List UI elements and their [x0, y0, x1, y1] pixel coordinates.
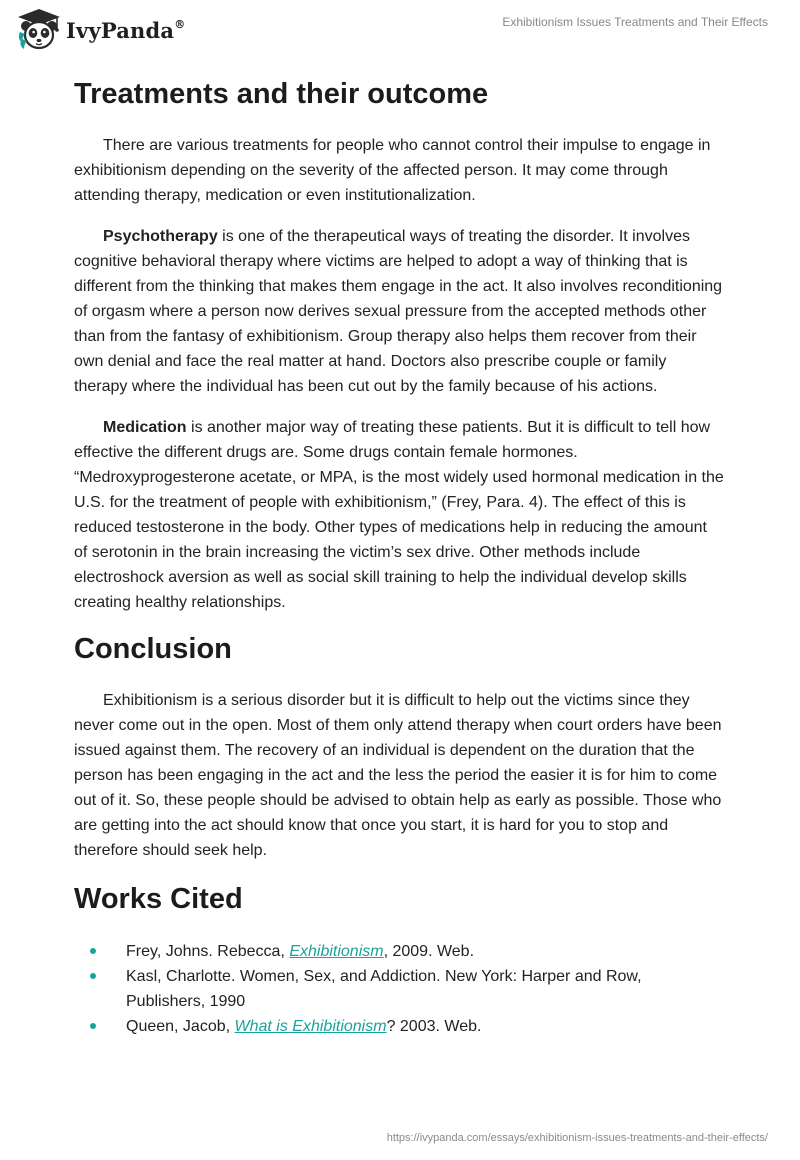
- list-item: Kasl, Charlotte. Women, Sex, and Addiction. New York: Harper and Row, Publishers, 1990: [74, 964, 724, 1014]
- bullet-icon: [90, 1023, 96, 1029]
- footer-url: https://ivypanda.com/essays/exhibitionism-issues-treatments-and-their-effects/: [386, 1132, 768, 1144]
- panda-graduate-icon: [16, 8, 62, 52]
- bullet-icon: [90, 973, 96, 979]
- list-item: Frey, Johns. Rebecca, Exhibitionism, 2009. Web.: [74, 939, 724, 964]
- term-psychotherapy: Psychotherapy: [103, 228, 218, 245]
- reference-link-what-is-exhibitionism[interactable]: What is Exhibitionism: [234, 1018, 387, 1035]
- ivypanda-logo[interactable]: [16, 8, 185, 52]
- term-medication: Medication: [103, 419, 187, 436]
- bullet-icon: [90, 948, 96, 954]
- list-item: Queen, Jacob, What is Exhibitionism? 2003. Web.: [74, 1014, 724, 1039]
- page-header: [0, 0, 800, 70]
- paragraph-conclusion: Exhibitionism is a serious disorder but it is difficult to help out the victims since they never come out in the open. Most of them only attend therapy when court orders have been issued against them. The recovery of an individual is dependent on the duration that the person has been engaging in the act and the less the period the easier it is for him to come out of it. So, these people should be advised to obtain help as early as possible. Those who are getting into the act should know that once you start, it is hard for you to stop and therefore should seek help.: [74, 692, 722, 859]
- reference-link-exhibitionism[interactable]: Exhibitionism: [289, 943, 384, 960]
- works-cited-list: [74, 939, 724, 1039]
- document-title: Exhibitionism Issues Treatments and Their Effects: [502, 15, 768, 29]
- essay-body: [74, 72, 724, 1039]
- brand-name: IvyPanda®: [66, 17, 186, 43]
- heading-conclusion: Conclusion: [74, 633, 232, 665]
- paragraph-psychotherapy: Psychotherapy is one of the therapeutical ways of treating the disorder. It involves cognitive behavioral therapy where victims are helped to adopt a way of thinking that is different from the thinking that makes them engage in the act. It also involves reconditioning of orgasm where a person now derives sexual pressure from the accepted methods other than from the fantasy of exhibitionism. Group therapy also helps them recover from their own denial and face the real matter at hand. Doctors also prescribe couple or family therapy where the individual has been cut out by the family because of his actions.: [74, 228, 723, 395]
- paragraph-intro: There are various treatments for people who cannot control their impulse to engage in exhibitionism depending on the severity of the affected person. It may come through attending therapy, medication or even institutionalization.: [74, 137, 711, 204]
- heading-works-cited: Works Cited: [74, 883, 243, 915]
- paragraph-medication: Medication is another major way of treating these patients. But it is difficult to tell how effective the different drugs are. Some drugs contain female hormones. “Medroxyprogesterone acetate, or MPA, is the most widely used hormonal medication in the U.S. for the treatment of people with exhibitionism,” (Frey, Para. 4). The effect of this is reduced testosterone in the body. Other types of medications help in reducing the amount of serotonin in the brain increasing the victim’s sex drive. Other methods include electroshock aversion as well as social skill training to help the individual develop skills creating healthy relationships.: [74, 419, 724, 611]
- heading-treatments: Treatments and their outcome: [74, 78, 489, 110]
